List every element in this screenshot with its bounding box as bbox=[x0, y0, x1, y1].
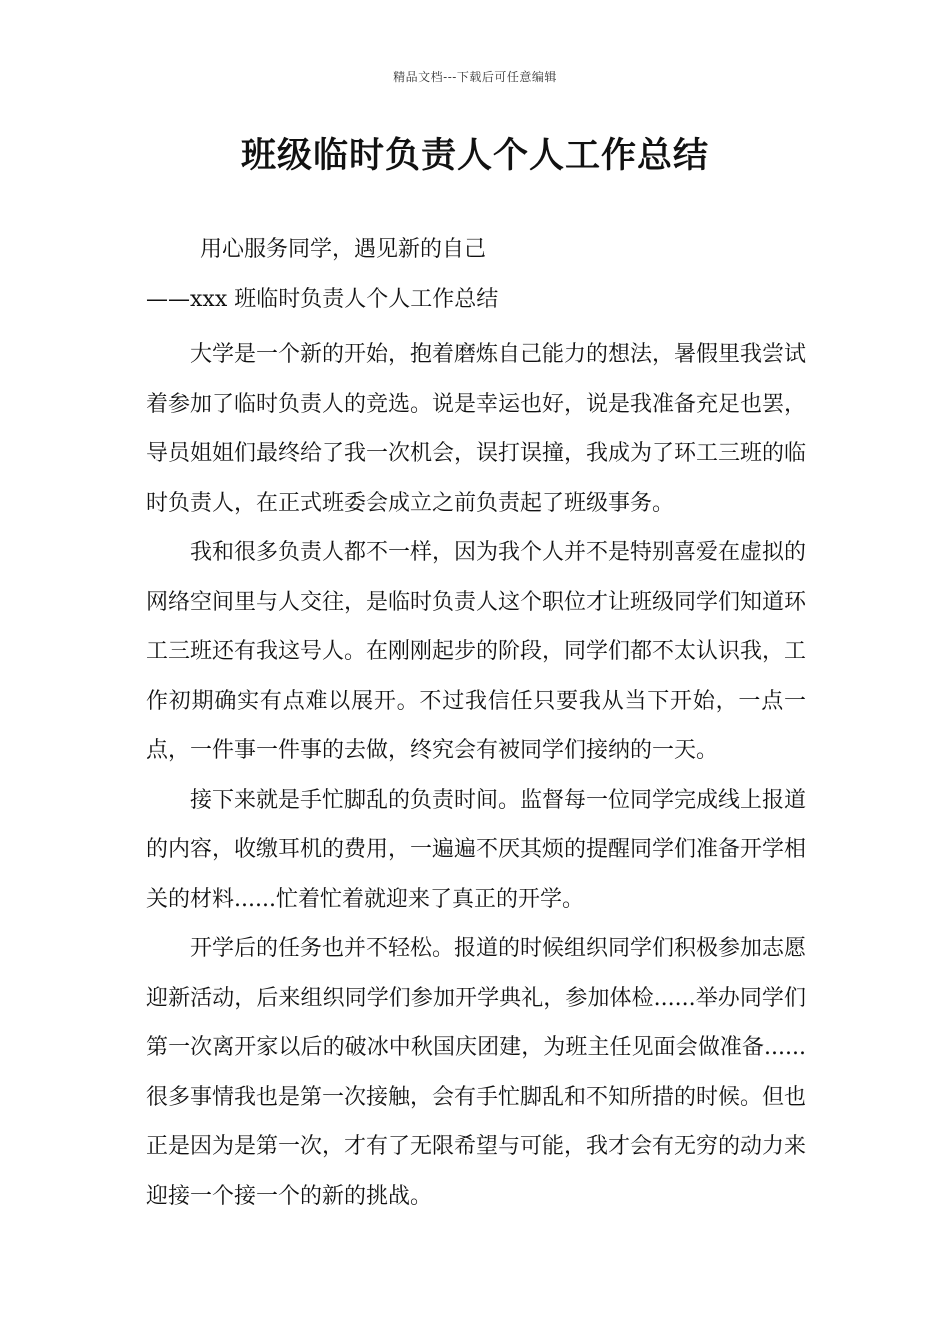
paragraph-4: 开学后的任务也并不轻松。报道的时候组织同学们积极参加志愿迎新活动，后来组织同学们参加开学典礼，参加体检......举办同学们第一次离开家以后的破冰中秋国庆团建，为班主任见面会做准备......很多事情我也是第一次接触，会有手忙脚乱和不知所措的时候。但也正是因为是第一次，才有了无限希望与可能，我才会有无穷的动力来迎接一个接一个的新的挑战。 bbox=[146, 936, 807, 1209]
header-note: 精品文档---下载后可任意编辑 bbox=[393, 70, 557, 84]
document-subtitle: 用心服务同学，遇见新的自己 bbox=[200, 237, 487, 262]
paragraph-2: 我和很多负责人都不一样，因为我个人并不是特别喜爱在虚拟的网络空间里与人交往，是临时负责人这个职位才让班级同学们知道环工三班还有我这号人。在刚刚起步的阶段，同学们都不太认识我，工作初期确实有点难以展开。不过我信任只要我从当下开始，一点一点，一件事一件事的去做，终究会有被同学们接纳的一天。 bbox=[146, 540, 807, 763]
document-byline: ——xxx 班临时负责人个人工作总结 bbox=[146, 287, 499, 312]
paragraph-3: 接下来就是手忙脚乱的负责时间。监督每一位同学完成线上报道的内容，收缴耳机的费用，一遍遍不厌其烦的提醒同学们准备开学相关的材料......忙着忙着就迎来了真正的开学。 bbox=[146, 787, 807, 912]
paragraph-1: 大学是一个新的开始，抱着磨炼自己能力的想法，暑假里我尝试着参加了临时负责人的竞选。说是幸运也好，说是我准备充足也罢，导员姐姐们最终给了我一次机会，误打误撞，我成为了环工三班的临时负责人，在正式班委会成立之前负责起了班级事务。 bbox=[146, 342, 807, 516]
document-body bbox=[146, 330, 806, 1221]
document-title: 班级临时负责人个人工作总结 bbox=[240, 136, 709, 176]
